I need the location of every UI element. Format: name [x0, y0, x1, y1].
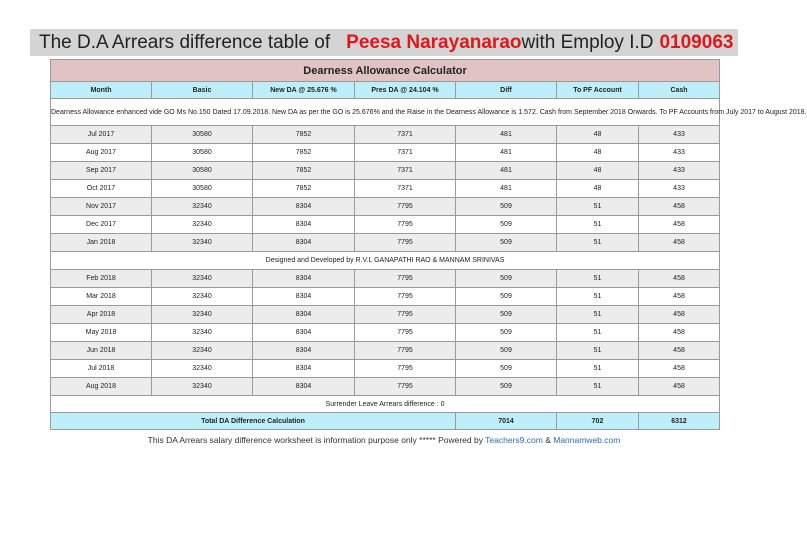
footer — [0, 435, 768, 445]
table-cell: 32340 — [152, 306, 253, 324]
table-cell: 7371 — [355, 180, 456, 198]
table-cell: 48 — [557, 126, 639, 144]
table-row — [51, 144, 720, 162]
table-cell: 7371 — [355, 126, 456, 144]
table-row — [51, 378, 720, 396]
table-cell: 7371 — [355, 162, 456, 180]
table-cell: 8304 — [253, 324, 355, 342]
developer-credit: Designed and Developed by R.V.L GANAPATHI RAO & MANNAM SRINIVAS — [51, 252, 720, 270]
table-cell: 481 — [456, 126, 557, 144]
table-cell: 458 — [639, 270, 720, 288]
table-cell: 51 — [557, 342, 639, 360]
table-cell: 509 — [456, 378, 557, 396]
table-cell: 7795 — [355, 324, 456, 342]
column-header: Month — [51, 82, 152, 99]
table-cell: Jan 2018 — [51, 234, 152, 252]
table-cell: Mar 2018 — [51, 288, 152, 306]
table-cell: 8304 — [253, 360, 355, 378]
table-row — [51, 342, 720, 360]
table-cell: 51 — [557, 270, 639, 288]
total-diff: 7014 — [456, 413, 557, 430]
table-cell: 7795 — [355, 378, 456, 396]
table-cell: 51 — [557, 234, 639, 252]
table-cell: 8304 — [253, 216, 355, 234]
table-row — [51, 270, 720, 288]
table-cell: 51 — [557, 378, 639, 396]
table-cell: 7795 — [355, 288, 456, 306]
table-cell: 7795 — [355, 198, 456, 216]
table-cell: 51 — [557, 360, 639, 378]
table-cell: 8304 — [253, 234, 355, 252]
total-label: Total DA Difference Calculation — [51, 413, 456, 430]
table-row — [51, 216, 720, 234]
total-pf: 702 — [557, 413, 639, 430]
table-cell: 458 — [639, 234, 720, 252]
table-row — [51, 306, 720, 324]
table-row — [51, 324, 720, 342]
table-cell: 433 — [639, 180, 720, 198]
da-calculator-table — [50, 59, 807, 430]
column-header: Cash — [639, 82, 720, 99]
table-cell: 7852 — [253, 180, 355, 198]
table-cell: Jun 2018 — [51, 342, 152, 360]
table-cell: Nov 2017 — [51, 198, 152, 216]
table-cell: 433 — [639, 144, 720, 162]
table-cell: 509 — [456, 270, 557, 288]
table-row — [51, 162, 720, 180]
table-row — [51, 234, 720, 252]
table-cell: 8304 — [253, 270, 355, 288]
table-cell: 32340 — [152, 288, 253, 306]
table-cell: 32340 — [152, 234, 253, 252]
table-cell: 32340 — [152, 342, 253, 360]
column-header: New DA @ 25.676 % — [253, 82, 355, 99]
table-cell: May 2018 — [51, 324, 152, 342]
da-note: Dearness Allowance enhanced vide GO Ms No.150 Dated 17.09.2018. New DA as per the GO is 25.676% and the Raise in the Dearness Allowance is 1.572. Cash from September 2018 Onwards. To PF Accounts from July 2017 to August 2018. — [51, 99, 720, 126]
table-cell: Jul 2017 — [51, 126, 152, 144]
table-cell: 509 — [456, 234, 557, 252]
surrender-leave-note: Surrender Leave Arrears difference : 0 — [51, 396, 720, 413]
footer-amp: & — [545, 435, 551, 445]
table-cell: Dec 2017 — [51, 216, 152, 234]
table-cell: Aug 2018 — [51, 378, 152, 396]
table-cell: 8304 — [253, 342, 355, 360]
table-row — [51, 126, 720, 144]
table-cell: 8304 — [253, 198, 355, 216]
table-cell: 458 — [639, 288, 720, 306]
employee-name: Peesa Narayanarao — [346, 31, 522, 53]
table-cell: 7852 — [253, 126, 355, 144]
table-cell: 458 — [639, 378, 720, 396]
table-cell: 481 — [456, 180, 557, 198]
table-cell: 32340 — [152, 198, 253, 216]
table-cell: 7371 — [355, 144, 456, 162]
table-cell: 509 — [456, 288, 557, 306]
table-cell: 48 — [557, 162, 639, 180]
teachers9-link[interactable]: Teachers9.com — [485, 435, 543, 445]
table-cell: 509 — [456, 342, 557, 360]
table-cell: 458 — [639, 306, 720, 324]
table-cell: 8304 — [253, 288, 355, 306]
table-cell: 509 — [456, 306, 557, 324]
table-cell: 481 — [456, 144, 557, 162]
table-cell: 32340 — [152, 360, 253, 378]
table-cell: Oct 2017 — [51, 180, 152, 198]
table-cell: 481 — [456, 162, 557, 180]
table-cell: 509 — [456, 324, 557, 342]
table-cell: 458 — [639, 216, 720, 234]
table-cell: Sep 2017 — [51, 162, 152, 180]
table-cell: 51 — [557, 216, 639, 234]
table-cell: 7852 — [253, 162, 355, 180]
table-cell: 30580 — [152, 162, 253, 180]
total-cash: 6312 — [639, 413, 720, 430]
table-row — [51, 288, 720, 306]
mannamweb-link[interactable]: Mannamweb.com — [553, 435, 621, 445]
table-cell: 48 — [557, 144, 639, 162]
table-cell: 30580 — [152, 144, 253, 162]
table-cell: 48 — [557, 180, 639, 198]
table-cell: 7795 — [355, 234, 456, 252]
table-cell: 458 — [639, 198, 720, 216]
table-cell: 8304 — [253, 378, 355, 396]
column-header: Diff — [456, 82, 557, 99]
table-row — [51, 198, 720, 216]
table-cell: 458 — [639, 342, 720, 360]
table-cell: 8304 — [253, 306, 355, 324]
table-cell: 458 — [639, 324, 720, 342]
table-cell: 7852 — [253, 144, 355, 162]
table-row — [51, 360, 720, 378]
table-cell: 7795 — [355, 306, 456, 324]
page-banner — [30, 29, 738, 56]
table-cell: 51 — [557, 306, 639, 324]
table-cell: 30580 — [152, 180, 253, 198]
table-cell: 458 — [639, 360, 720, 378]
table-cell: 509 — [456, 198, 557, 216]
table-cell: 433 — [639, 126, 720, 144]
column-header: To PF Account — [557, 82, 639, 99]
banner-middle: with Employ I.D — [521, 31, 654, 53]
table-cell: 7795 — [355, 360, 456, 378]
table-cell: 433 — [639, 162, 720, 180]
table-title: Dearness Allowance Calculator — [51, 60, 720, 82]
column-header: Pres DA @ 24.104 % — [355, 82, 456, 99]
banner-prefix: The D.A Arrears difference table of — [39, 31, 331, 53]
table-cell: 7795 — [355, 216, 456, 234]
table-cell: Jul 2018 — [51, 360, 152, 378]
table-cell: 509 — [456, 360, 557, 378]
total-row — [51, 413, 720, 430]
table-cell: 32340 — [152, 216, 253, 234]
table-cell: Aug 2017 — [51, 144, 152, 162]
employee-id: 0109063 — [659, 31, 734, 53]
table-cell: 32340 — [152, 324, 253, 342]
table-cell: 51 — [557, 198, 639, 216]
table-cell: 51 — [557, 288, 639, 306]
table-cell: 30580 — [152, 126, 253, 144]
table-cell: Feb 2018 — [51, 270, 152, 288]
table-cell: 51 — [557, 324, 639, 342]
table-cell: 7795 — [355, 342, 456, 360]
column-header: Basic — [152, 82, 253, 99]
table-cell: 32340 — [152, 378, 253, 396]
table-cell: 7795 — [355, 270, 456, 288]
table-cell: 509 — [456, 216, 557, 234]
table-row — [51, 180, 720, 198]
table-cell: 32340 — [152, 270, 253, 288]
table-cell: Apr 2018 — [51, 306, 152, 324]
footer-text: This DA Arrears salary difference worksheet is information purpose only ***** Powered by — [147, 435, 483, 445]
